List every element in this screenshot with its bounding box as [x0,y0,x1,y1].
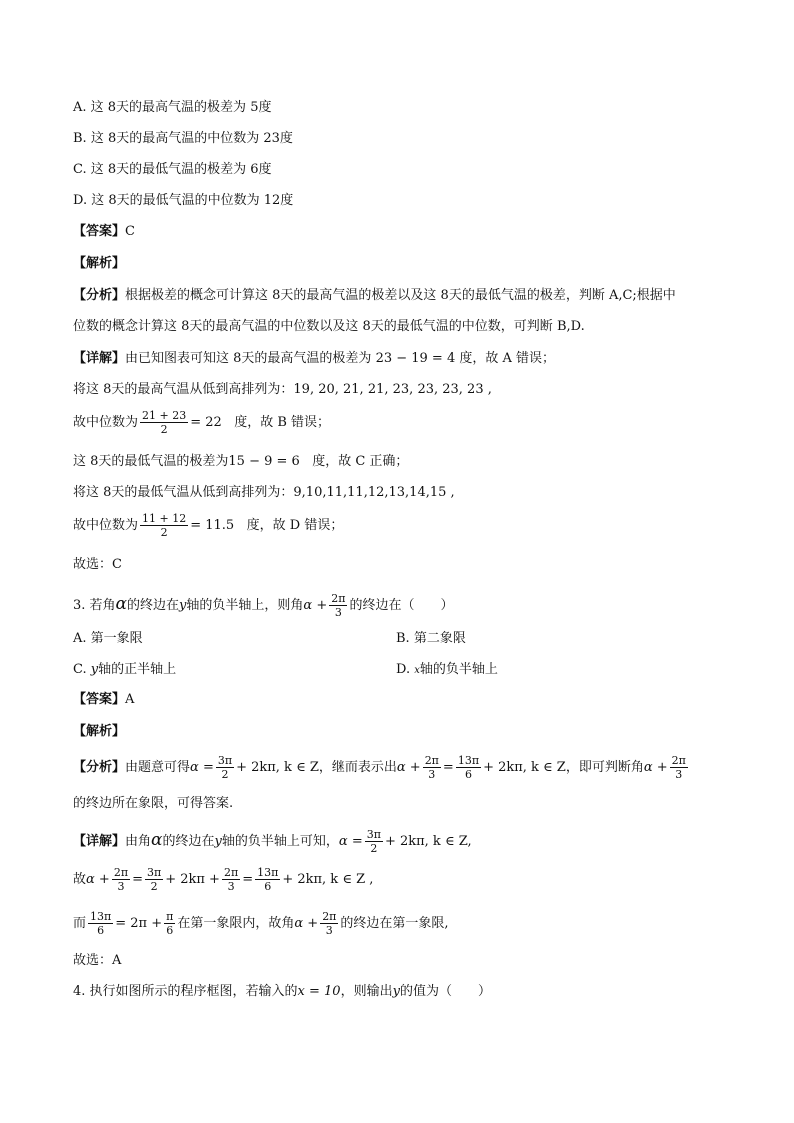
frac-num: 13π [257,866,279,879]
x-var: x [414,665,420,676]
frac-den: 3 [117,880,125,893]
fraction [88,910,113,937]
y-var: y [179,598,187,613]
stem-text: ，则输出 [340,984,393,999]
median-post: 度，故 B 错误； [234,415,331,430]
alpha-plus: α + [303,598,328,613]
q2-option-c: C. 这 8天的最低气温的极差为 6度 [73,162,272,177]
math-expr: + 2kπ + [165,872,220,887]
frac-den: 3 [675,768,683,781]
q2-median-low [73,512,343,540]
q3-jiexi-tag [73,722,125,742]
y-var: y [90,662,99,677]
math-expr: = [132,872,143,887]
q3-fenxi-line2: 的终边所在象限，可得答案. [73,796,234,811]
math-expr: = [242,872,254,887]
math-expr: + 2kπ, k ∈ Z [236,760,319,775]
xiangjie-tag: 【详解】 [73,834,126,849]
stem-text: 的终边在（ ） [349,598,454,613]
frac-num: 2π [113,866,129,879]
y-var: y [392,984,400,999]
frac-den: 2 [150,880,158,893]
fraction [456,754,481,781]
fenxi-tag: 【分析】 [73,760,126,775]
frac-den: 2 [370,842,378,855]
xiangjie-end: 度，故 A 错误； [459,351,556,366]
fraction [423,754,441,781]
fraction [216,754,234,781]
frac-den: 2 [160,423,168,436]
xiangjie-text: 由已知图表可知这 8天的最高气温的极差为 [125,351,372,366]
opt-label: C. [73,662,87,677]
median-post: 度，故 D 错误； [246,518,344,533]
q2-median-high [73,409,330,437]
frac-den: 6 [464,768,472,781]
frac-num: 13π [90,910,112,923]
q3-xiangjie-line2 [73,865,373,895]
answer-tag: 【答案】 [73,224,126,239]
fraction [320,910,338,937]
frac-den: 2 [221,768,229,781]
fraction [140,512,188,539]
math-expr: = 11.5 [190,518,235,533]
xiangjie-text: 由角 [125,834,152,849]
alpha-symbol: α [115,594,128,614]
median-label: 故中位数为 [73,518,139,533]
q2-fenxi-line2: 位数的概念计算这 8天的最高气温的中位数以及这 8天的最低气温的中位数，可判断 B,D. [73,319,585,334]
math-expr: + 2kπ, k ∈ Z [483,760,566,775]
math-expr: = 2π + [115,916,163,931]
q2-fenxi-line1 [73,286,676,306]
q2-range-low [73,452,408,472]
opt-text: 轴的正半轴上 [98,662,177,677]
q2-option-b: B. 这 8天的最高气温的中位数为 23度 [73,131,293,146]
q2-xiangjie-line1 [73,349,555,369]
frac-num: 2π [223,866,239,879]
line-text: 的终边在第一象限, [340,916,449,931]
q3-xiangjie-line1 [73,825,472,857]
frac-den: 3 [428,768,436,781]
q3-option-b: B. 第二象限 [396,631,466,646]
q3-number: 3. 若角 [73,598,116,613]
q3-option-c [73,662,176,677]
fraction [365,828,383,855]
q3-xiangjie-line3 [73,909,449,939]
fenxi-text: 根据极差的概念可计算这 8天的最高气温的极差以及这 8天的最低气温的极差，判断 A,C;根据中 [125,288,676,303]
stem-text: 的终边在 [127,598,180,613]
stem-text: 轴的负半轴上，则角 [186,598,304,613]
q3-stem [73,590,453,620]
jiexi-label: 【解析】 [73,724,126,739]
q2-jiexi-tag [73,254,125,274]
q2-sort-high [73,380,492,400]
sort-values: 19, 20, 21, 21, 23, 23, 23, 23 , [293,382,492,397]
fenxi-tag: 【分析】 [73,288,126,303]
sort-values: 9,10,11,11,12,13,14,15 , [293,485,455,500]
xiangjie-text: 轴的负半轴上可知， [221,834,339,849]
sort-text: 将这 8天的最高气温从低到高排列为： [73,382,294,397]
fraction [145,866,163,893]
math-expr: α + [643,760,668,775]
q2-sort-low [73,483,455,503]
fraction [255,866,280,893]
math-expr: = 22 [190,415,222,430]
line-text: 故 [73,872,87,887]
frac-den: 3 [325,924,333,937]
frac-den: 6 [264,880,272,893]
fenxi-text: 由题意可得 [125,760,191,775]
fraction [140,409,188,436]
xiangjie-text: 的终边在 [162,834,215,849]
fraction [164,910,175,937]
stem-text: 的值为（ ） [399,984,491,999]
opt-text: 轴的负半轴上 [419,662,498,677]
q3-answer-line [73,690,134,710]
fenxi-text: ，即可判断角 [565,760,644,775]
q2-choose: 故选：C [73,557,122,572]
math-expr: 15 − 9 = 6 [228,454,300,469]
line-text: 在第一象限内，故角 [177,916,295,931]
median-label: 故中位数为 [73,415,139,430]
answer-tag: 【答案】 [73,692,126,707]
stem-text: 4. 执行如图所示的程序框图，若输入的 [73,984,298,999]
sort-text: 将这 8天的最低气温从低到高排列为： [73,485,294,500]
frac-num: 3π [366,828,381,841]
q3-options-row1 [73,629,723,649]
math-expr: α + [396,760,421,775]
frac-num: 3π [217,754,233,767]
q2-answer-line [73,222,135,242]
fraction [670,754,688,781]
math-expr: α = [338,834,363,849]
frac-num: π [166,910,174,923]
math-expr: + 2kπ, k ∈ Z , [282,872,374,887]
frac-den: 2 [160,526,168,539]
frac-num: 21 + 23 [142,409,187,422]
opt-label: D. [396,662,411,677]
math-expr: α + [86,872,110,887]
q2-option-a: A. 这 8天的最高气温的极差为 5度 [73,100,272,115]
frac-num: 13π [457,754,480,767]
answer-value: A [125,692,135,707]
math-expr: 23 − 19 = 4 [375,351,456,366]
math-expr: α = [190,760,214,775]
q3-choose: 故选：A [73,953,122,968]
q3-options-row2 [73,660,723,680]
jiexi-label: 【解析】 [73,256,126,271]
frac-num: 11 + 12 [142,512,187,525]
math-expr: α + [294,916,319,931]
q4-stem [73,982,491,1002]
math-expr: + 2kπ, k ∈ Z, [384,834,472,849]
frac-num: 2π [671,754,686,767]
frac-num: 3π [146,866,162,879]
fenxi-text: ，继而表示出 [318,760,397,775]
frac-num: 2π [424,754,439,767]
frac-den: 3 [334,606,342,619]
frac-num: 2π [322,910,337,923]
frac-den: 6 [166,924,174,937]
frac-num: 2π [331,592,346,605]
fraction [329,592,347,619]
fraction [112,866,130,893]
y-var: y [214,834,222,849]
alpha-symbol: α [151,830,163,850]
q2-option-d: D. 这 8天的最低气温的中位数为 12度 [73,193,294,208]
line-text: 而 [73,916,87,931]
range-post: 度，故 C 正确； [312,454,409,469]
range-text: 这 8天的最低气温的极差为 [73,454,229,469]
math-expr: x = 10 [297,984,341,999]
frac-den: 6 [97,924,105,937]
xiangjie-tag: 【详解】 [73,351,126,366]
fraction [222,866,240,893]
q3-fenxi-line1: 【分析】由题意可得α = $\frac{3\pi}{2}$ + 2kπ, k ∈ Z，继而表示出α + $\frac{2\pi}{3}$ = $\frac{13\pi}{6}$ + 2kπ, k ∈ Z，即可判断角α + $\frac{2\pi}{3}$ [73,754,686,781]
answer-value: C [125,224,135,239]
q3-option-a: A. 第一象限 [73,631,143,646]
q3-option-d [396,660,498,681]
frac-den: 3 [227,880,235,893]
